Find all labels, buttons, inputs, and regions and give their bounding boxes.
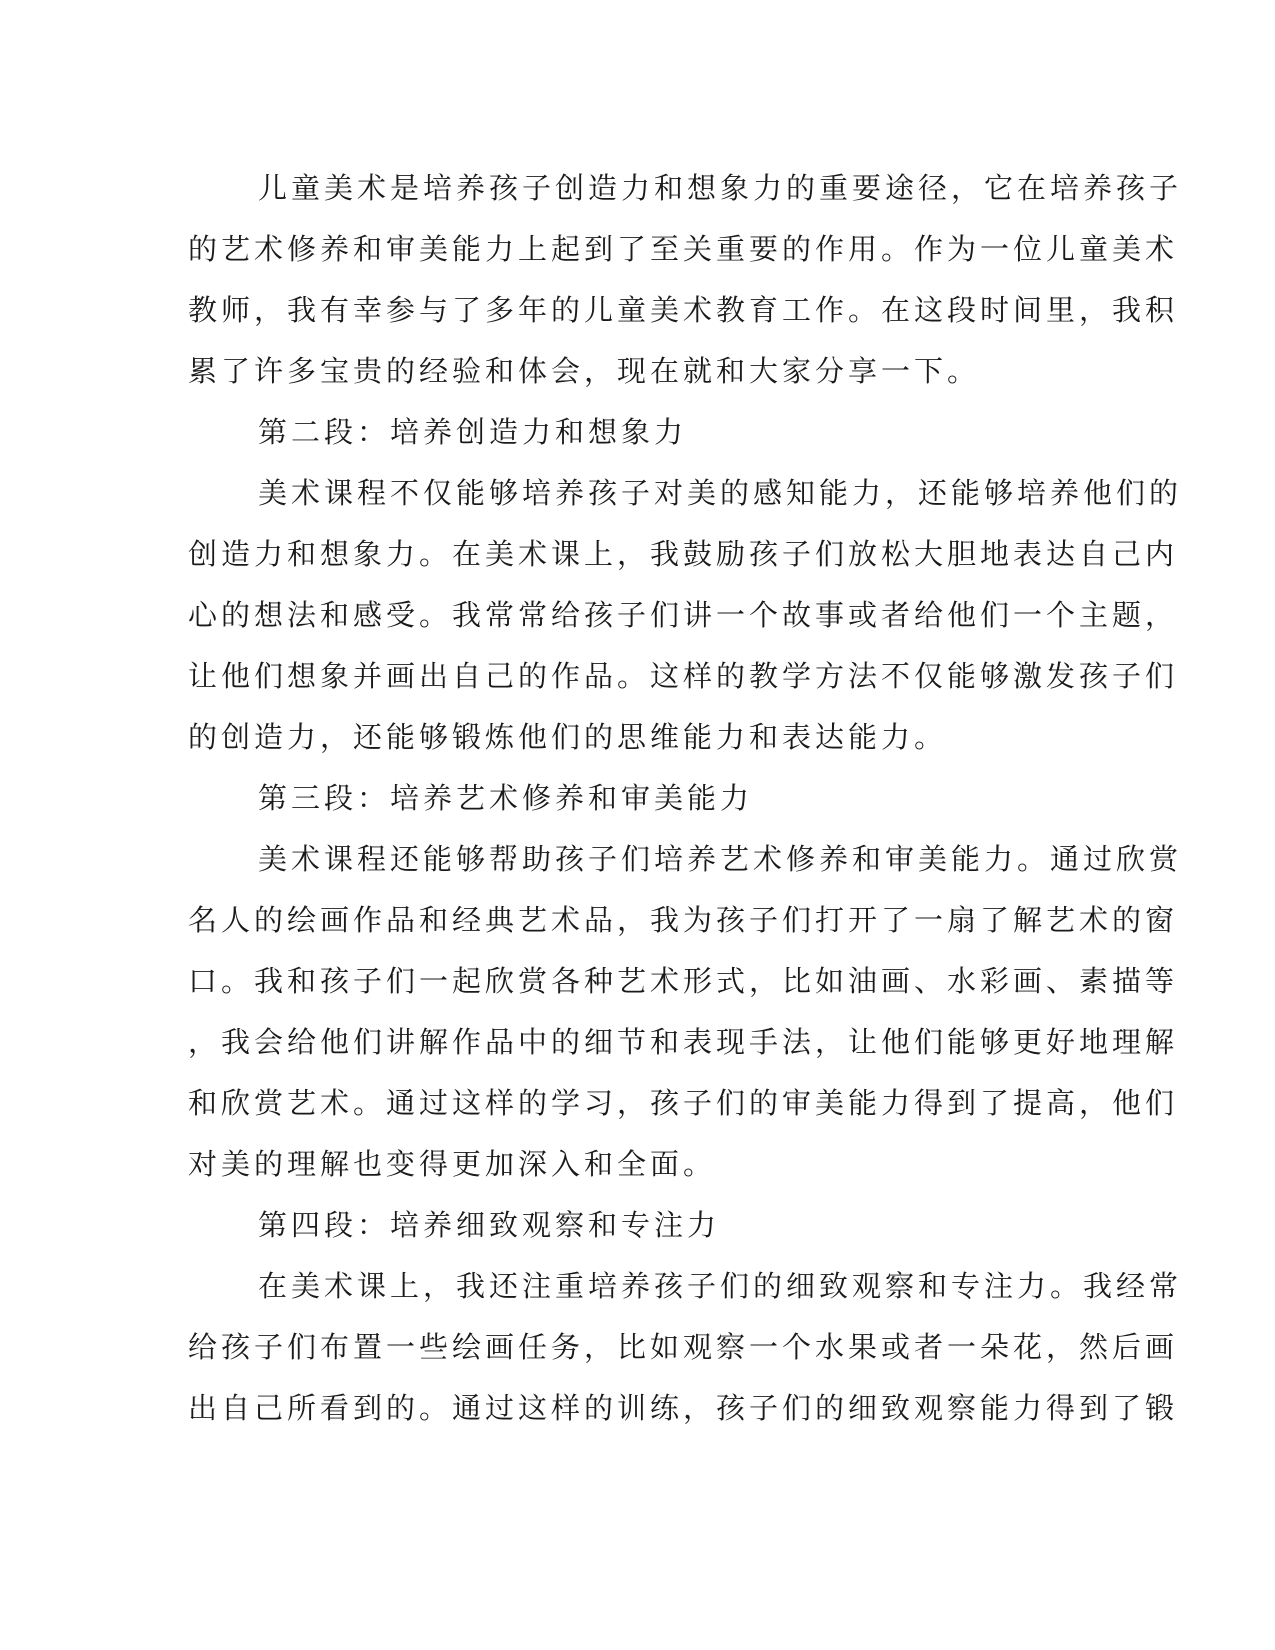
document-body [188,158,1183,1439]
text-line: 美术课程不仅能够培养孩子对美的感知能力，还能够培养他们的 [258,476,1183,510]
text-line: 创造力和想象力。在美术课上，我鼓励孩子们放松大胆地表达自己内 [188,537,1179,571]
text-line: 让他们想象并画出自己的作品。这样的教学方法不仅能够激发孩子们 [188,659,1179,693]
text-line: 教师，我有幸参与了多年的儿童美术教育工作。在这段时间里，我积 [188,293,1179,327]
text-line: 在美术课上，我还注重培养孩子们的细致观察和专注力。我经常 [258,1269,1183,1303]
text-line: 名人的绘画作品和经典艺术品，我为孩子们打开了一扇了解艺术的窗 [188,903,1179,937]
text-line: 出自己所看到的。通过这样的训练，孩子们的细致观察能力得到了锻 [188,1391,1179,1425]
text-line: 累了许多宝贵的经验和体会，现在就和大家分享一下。 [188,354,981,388]
text-line: 和欣赏艺术。通过这样的学习，孩子们的审美能力得到了提高，他们 [188,1086,1179,1120]
text-line: ，我会给他们讲解作品中的细节和表现手法，让他们能够更好地理解 [188,1025,1179,1059]
section-heading: 第三段：培养艺术修养和审美能力 [258,781,754,815]
text-line: 的创造力，还能够锻炼他们的思维能力和表达能力。 [188,720,948,754]
text-line: 的艺术修养和审美能力上起到了至关重要的作用。作为一位儿童美术 [188,232,1179,266]
section-heading: 第四段：培养细致观察和专注力 [258,1208,721,1242]
text-line: 儿童美术是培养孩子创造力和想象力的重要途径，它在培养孩子 [258,171,1183,205]
text-line: 心的想法和感受。我常常给孩子们讲一个故事或者给他们一个主题， [188,598,1179,632]
text-line: 给孩子们布置一些绘画任务，比如观察一个水果或者一朵花，然后画 [188,1330,1179,1364]
section-heading: 第二段：培养创造力和想象力 [258,415,688,449]
text-line: 对美的理解也变得更加深入和全面。 [188,1147,717,1181]
text-line: 美术课程还能够帮助孩子们培养艺术修养和审美能力。通过欣赏 [258,842,1183,876]
text-line: 口。我和孩子们一起欣赏各种艺术形式，比如油画、水彩画、素描等 [188,964,1179,998]
